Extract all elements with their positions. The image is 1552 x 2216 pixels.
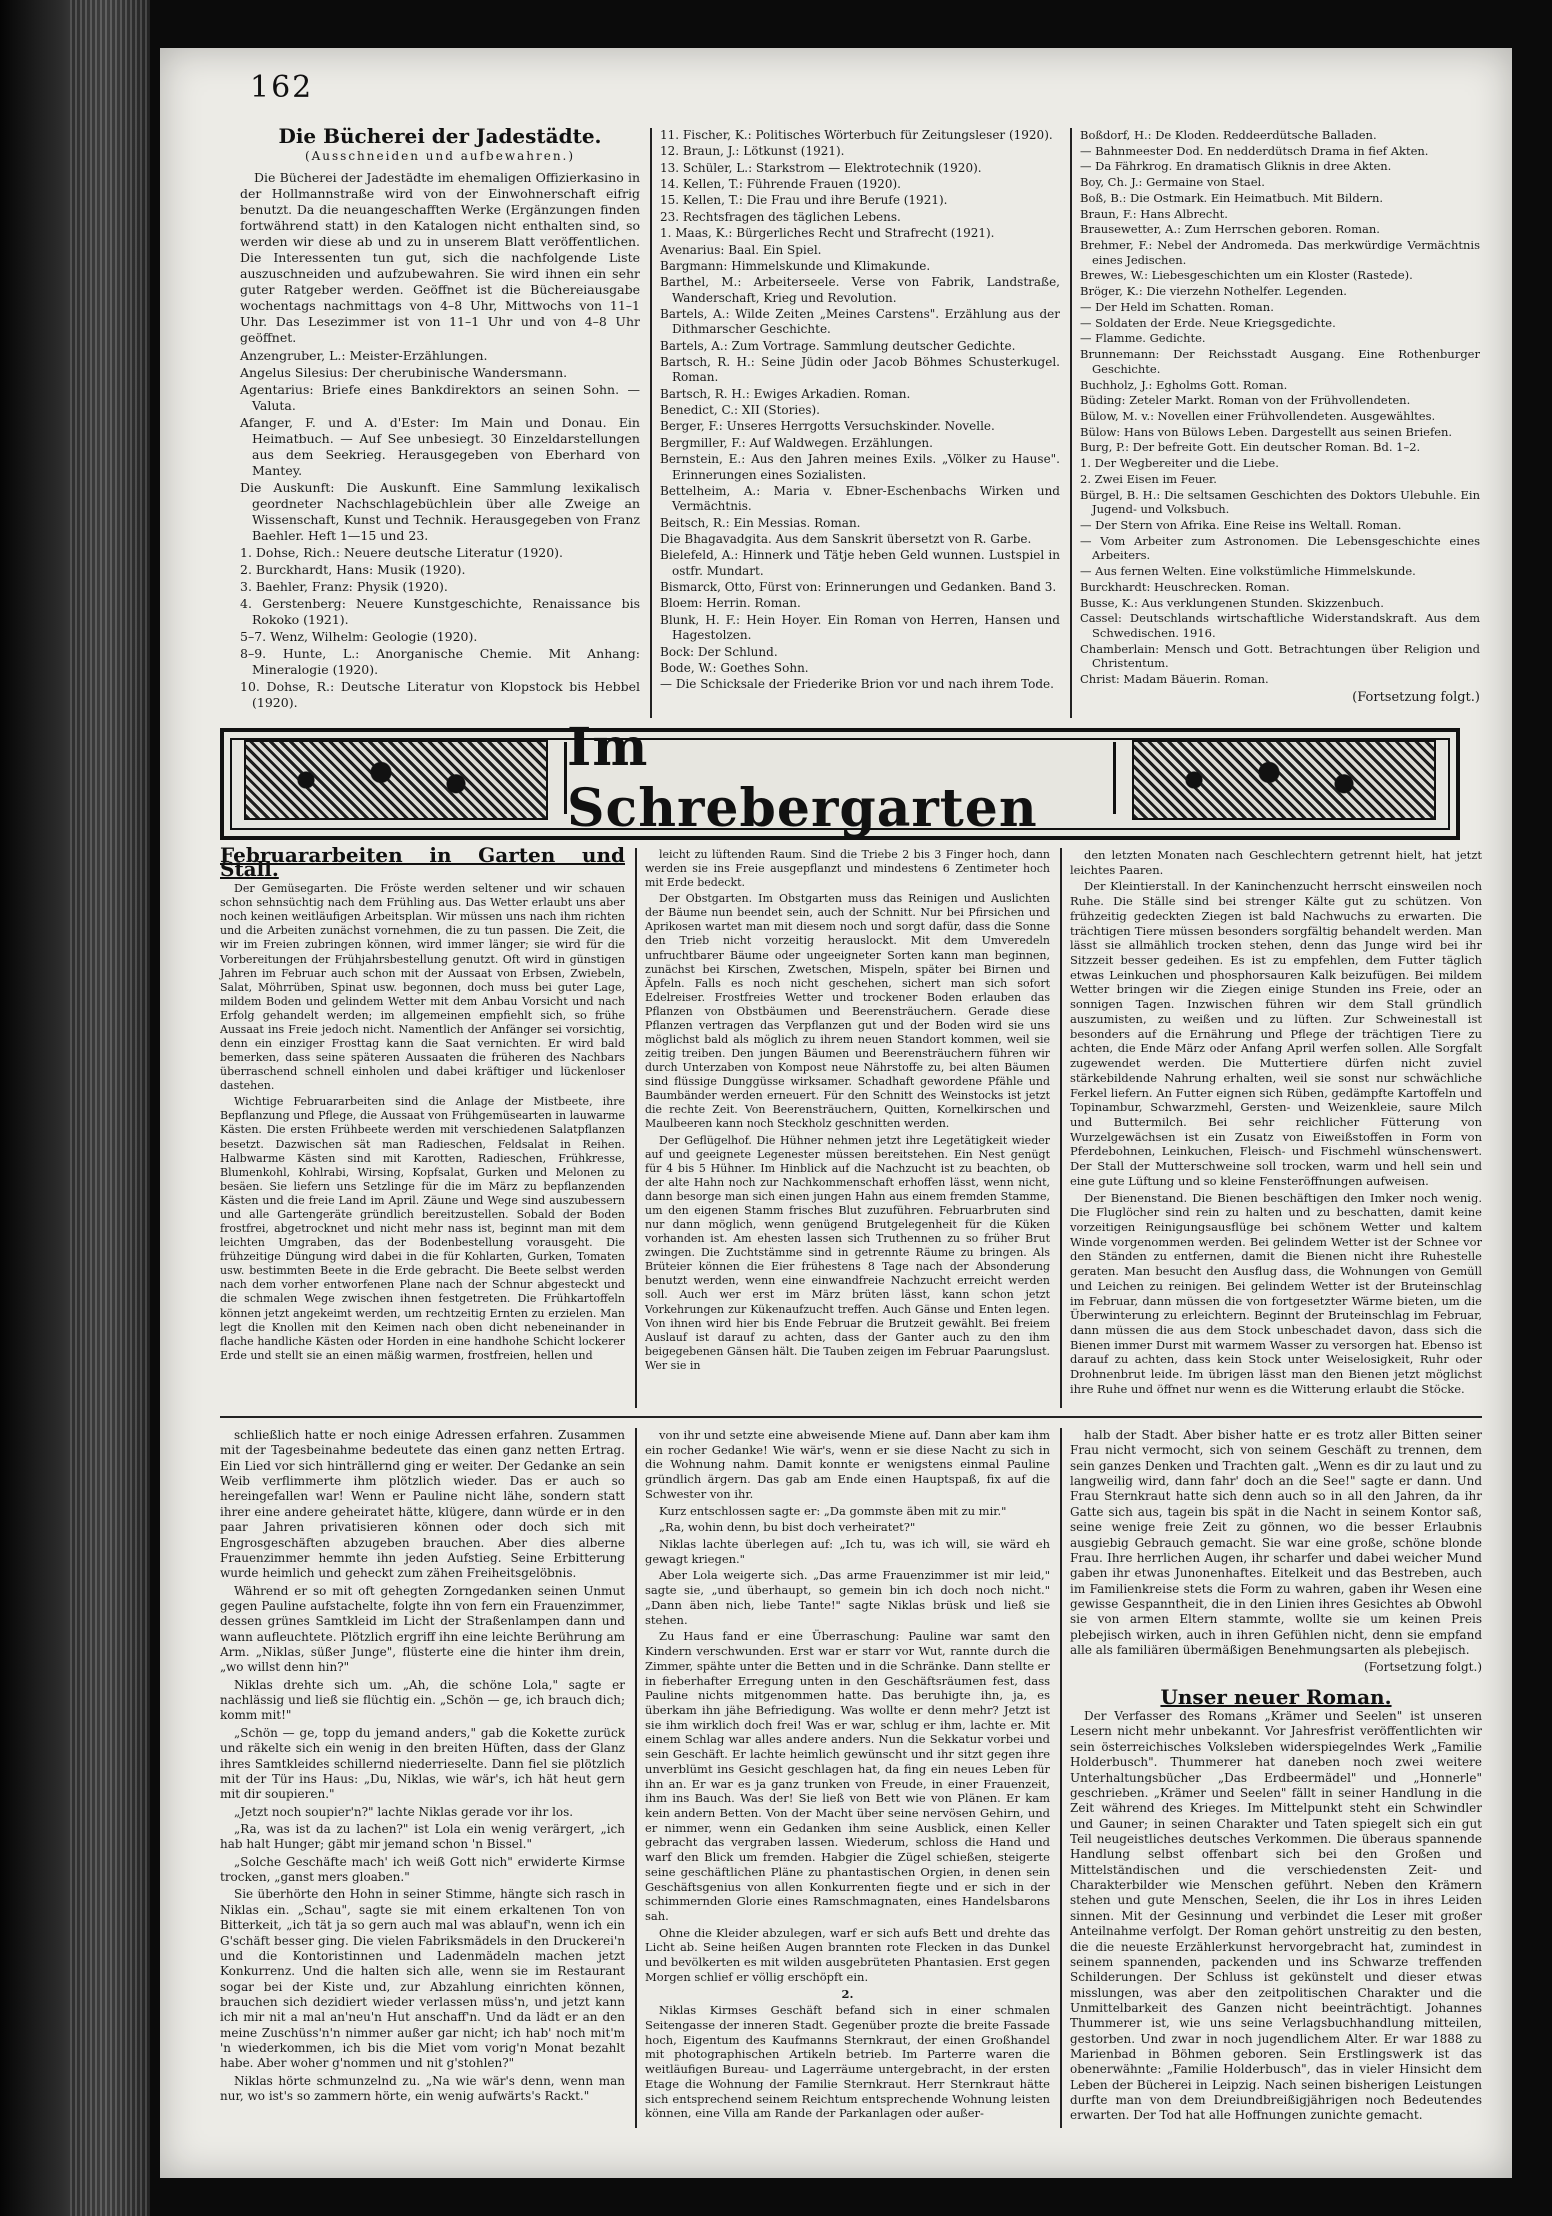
library-entry: Die Bhagavadgita. Aus dem Sanskrit übersetzt von R. Garbe. — [660, 531, 1032, 546]
novel-column-1 — [220, 1428, 625, 2106]
novel-paragraph: Während er so mit oft gehegten Zorngedanken seinen Unmut gegen Pauline aufstachelte, folgte ihn von fern ein Frauenzimmer, dessen grünes Samtkleid im Licht der Straßenlampen dann und wann aufleuchtete. Plötzlich ergriff ihn eine leichte Berührung am Arm. „Niklas, süßer Junge", flüsterte eine die hinter ihm drein, „wo willst denn hin?" — [220, 1583, 625, 1675]
spine-binding — [70, 0, 150, 2216]
library-entry: Brehmer, F.: Nebel der Andromeda. Das merkwürdige Vermächtnis eines Jedischen. — [1080, 238, 1480, 267]
library-entry: Bargmann: Himmelskunde und Klimakunde. — [660, 258, 931, 273]
library-entry: Bode, W.: Goethes Sohn. — [660, 660, 809, 675]
garden-paragraph: Der Bienenstand. Die Bienen beschäftigen den Imker noch wenig. Die Fluglöcher sind rein zu halten und zu beschatten, damit keine vorzeitigen Reinigungsausflüge bei schönem Wetter und kaltem Winde vorgenommen werden. Bei gelindem Wetter ist der Schnee vor den Ständen zu entfernen, damit die Bienen nicht ihre Ruhestelle geraten. Man besucht den Ausflug dass, die Wohnungen von Gemüll und Leichen zu reinigen. Bei gelindem Wetter ist der Bruteinschlag im Februar, dann müssen die von fortgesetzter Wärme bieten, um die Überwinterung zu erleichtern. Beginnt der Bruteinschlag im Februar, dann müssen die aus dem Stock unbeschadet davon, dass sich die Bienen immer Durst mit warmem Wasser zu versorgen hat. Ebenso ist darauf zu achten, dass kein Stock unter Weiselosigkeit, Ruhr oder Drohnenbrut leide. Im übrigen lässt man den Bienen jetzt möglichst ihre Ruhe und öffnet nur wenn es die Witterung erlaubt die Stöcke. — [1070, 1190, 1482, 1396]
library-entry: 1. Der Wegbereiter und die Liebe. — [1080, 456, 1279, 471]
library-entry: Angelus Silesius: Der cherubinische Wandersmann. — [240, 365, 568, 380]
garden-column-3 — [1070, 848, 1482, 1399]
novel-column-2 — [645, 1428, 1050, 2123]
library-entry: Burckhardt: Heuschrecken. Roman. — [1080, 579, 1290, 594]
library-entry: 11. Fischer, K.: Politisches Wörterbuch für Zeitungsleser (1920). — [660, 128, 1053, 142]
library-entry: Brewes, W.: Liebesgeschichten um ein Kloster (Rastede). — [1080, 268, 1413, 283]
library-entry: Bröger, K.: Die vierzehn Nothelfer. Legenden. — [1080, 284, 1347, 299]
garden-column-2 — [645, 848, 1050, 1375]
library-entry: 2. Burckhardt, Hans: Musik (1920). — [240, 562, 466, 577]
library-entry: Bartels, A.: Wilde Zeiten „Meines Carstens". Erzählung aus der Dithmarscher Geschichte. — [660, 306, 1060, 337]
library-entry: Bülow, M. v.: Novellen einer Frühvollendeten. Ausgewähltes. — [1080, 408, 1436, 423]
novel-paragraph: Niklas lachte überlegen auf: „Ich tu, was ich will, sie wärd eh gewagt kriegen." — [645, 1537, 1050, 1566]
library-entry: Büding: Zeteler Markt. Roman von der Frühvollendeten. — [1080, 393, 1411, 408]
section-divider — [220, 1416, 1482, 1418]
garden-paragraph: Der Kleintierstall. In der Kaninchenzucht herrscht einsweilen noch Ruhe. Die Ställe sind bei strenger Kälte gut zu schützen. Von frühzeitig gedeckten Ziegen ist bald Nachwuchs zu erwarten. Die trächtigen Tiere müssen besonders sorgfältig behandelt werden. Man lässt sie allmählich trocken stehen, denn das Junge wird bei ihr Sitzzeit besser gedeihen. Es ist zu empfehlen, dem Futter täglich etwas Leinkuchen und phosphorsauren Kalk beizufügen. Bei mildem Wetter bringen wir die Ziegen einige Stunden ins Freie, oder an sonnigen Tagen. Inzwischen führen wir dem Stall gründlich auszumisten, zu weißen und zu lüften. Zur Schweinestall ist besonders auf die Ernährung und Pflege der trächtigen Tiere zu achten, die Ende März oder Anfang April werfen sollen. Alle Sorgfalt zugewendet werden. Die Muttertiere dürfen nicht zuviel stärkebildende Nahrung erhalten, weil sie sonst nur schwächliche Ferkel liefern. An Futter eignen sich Rüben, gedämpfte Kartoffeln und Topinambur, Schwarzmehl, Gersten- und Weizenkleie, saure Milch und Buttermilch. Bei sehr reichlicher Fütterung von Wurzelgewächsen ist ein Zusatz von Eiweißstoffen in Form von Pferdebohnen, Leinkuchen, Fleisch- und Fischmehl wünschenswert. Der Stall der Mutterschweine soll trocken, warm und hell sein und eine gute Lüftung und so kleine Fensteröffnungen aufweisen. — [1070, 879, 1482, 1188]
library-entry: — Der Stern von Afrika. Eine Reise ins Weltall. Roman. — [1080, 517, 1402, 532]
library-entry: Bartsch, R. H.: Ewiges Arkadien. Roman. — [660, 386, 911, 401]
garden-text-3 — [1070, 848, 1482, 1397]
novel-paragraph: „Ra, wohin denn, bu bist doch verheiratet?" — [659, 1520, 916, 1535]
library-entry: Anzengruber, L.: Meister-Erzählungen. — [240, 348, 488, 363]
novel-paragraph: „Schön — ge, topp du jemand anders," gab die Kokette zurück und räkelte sich ein wenig in den breiten Hüften, dass der Glanz ihres Samtkleides schillernd niederrieselte. Dann fiel sie plötzlich mit der Tür ins Haus: „Du, Niklas, wie wär's, ich hät heut gern mit dir soupieren." — [220, 1725, 625, 1802]
library-column-1 — [240, 124, 640, 712]
garden-paragraph: den letzten Monaten nach Geschlechtern getrennt hielt, hat jetzt leichtes Paaren. — [1070, 848, 1482, 877]
library-entry: 1. Maas, K.: Bürgerliches Recht und Strafrecht (1921). — [660, 226, 995, 241]
library-entry: — Flamme. Gedichte. — [1080, 331, 1206, 346]
library-entry: Brunnemann: Der Reichsstadt Ausgang. Eine Rothenburger Geschichte. — [1080, 347, 1480, 376]
library-entry: Berger, F.: Unseres Herrgotts Versuchskinder. Novelle. — [660, 419, 995, 434]
column-divider — [635, 1428, 637, 2128]
new-novel-text: Der Verfasser des Romans „Krämer und Seelen" ist unseren Lesern nicht mehr unbekannt. Vor Jahresfrist veröffentlichten wir sein österreichisches Volksleben widerspiegelndes Werk „Familie Holderbusch". Thummerer hat daneben noch zwei weitere Unterhaltungsbücher „Das Erdbeermädel" und „Honnerle" geschrieben. „Krämer und Seelen" fällt in seiner Handlung in die Zeit während des Krieges. Im Mittelpunkt steht ein Schwindler und Gauner; in seinen Charakter und Taten spiegelt sich ein gut Teil neugeistliches deutsches Verkommen. Die überaus spannende Handlung selbst offenbart sich bei den Großen und Mittelständischen und die verschiedensten Zeit- und Charakterbilder wie Menschen geführt. Neben den Krämern stehen und gute Menschen, Seelen, die ihr Los in ihres Leiden sinnen. Mit der Gesinnung und verbindet die Leser mit großer Anteilnahme verfolgt. Der Roman gehört unstreitig zu den besten, die die neueste Erzählerkunst hervorgebracht hat, zumindest in seinem spannenden, packenden und ins Schwarze treffenden Schilderungen. Der Schluss ist gekünstelt und dieser etwas misslungen, was aber den zeitpolitischen Charakter und die Unmittelbarkeit des Ganzen nicht beeinträchtigt. Johannes Thummerer ist, wie uns seine Verlagsbuchhandlung mitteilen, gestorben. Und zwar in noch jugendlichem Alter. Er war 1888 zu Marienbad in Böhmen geboren. Sein Erstlingswerk ist das obenerwähnte: „Familie Holderbusch", das in vieler Hinsicht dem Leben der Bücherei in Leipzig. Nach seinen bisherigen Leistungen durfte man von dem Dreiundbreißigjährigen noch Bedeutendes erwarten. Der Tod hat alle Hoffnungen zunichte gemacht. — [1070, 1709, 1482, 2123]
ornament-right-icon — [1132, 740, 1436, 820]
library-entry: Barthel, M.: Arbeiterseele. Verse von Fabrik, Landstraße, Wanderschaft, Krieg und Revolution. — [660, 275, 1060, 305]
garden-paragraph: Der Obstgarten. Im Obstgarten muss das Reinigen und Auslichten der Bäume nun beendet sein, auch der Schnitt. Nur bei Pfirsichen und Aprikosen wartet man mit diesem noch und sorgt dafür, dass die Sonne den Trieb nicht vorzeitig herauslockt. Mit dem Umveredeln unfruchtbarer Bäume oder ungeeigneter Sorten kann man beginnen, zunächst bei Kirschen, Zwetschen, Mispeln, später bei Birnen und Äpfeln. Falls es noch nicht geschehen, sichert man sich sofort Edelreiser. Frostfreies Wetter und trockener Boden erlauben das Pflanzen von Obstbäumen und Beerensträuchern. Gerade diese Pflanzen vertragen das Verpflanzen gut und der Boden wird sie uns möglichst bald als möglich zu ihrem neuen Standort kommen, weil sie zeitig treiben. Den jungen Bäumen und Beerensträuchern führen wir durch Unterzaben von Kompost neue Nährstoffe zu, bei alten Bäumen sind flüssige Dunggüsse wirksamer. Schadhaft gewordene Pfähle und Baumbänder werden erneuert. Für den Schnitt des Weinstocks ist jetzt die rechte Zeit. Von Beerensträuchern, Quitten, Kornelkirschen und Maulbeeren kann noch Steckholz geschnitten werden. — [645, 892, 1050, 1131]
garden-paragraph: leicht zu lüftenden Raum. Sind die Triebe 2 bis 3 Finger hoch, dann werden sie ins Freie ausgepflanzt und mindestens 6 Zentimeter hoch mit Erde bedeckt. — [645, 848, 1050, 890]
library-entry: — Die Schicksale der Friederike Brion vor und nach ihrem Tode. — [660, 677, 1054, 692]
garden-text-1 — [220, 882, 625, 1363]
library-entry: Blunk, H. F.: Hein Hoyer. Ein Roman von Herren, Hansen und Hagestolzen. — [660, 612, 1060, 643]
library-entry: 5–7. Wenz, Wilhelm: Geologie (1920). — [240, 629, 478, 644]
library-intro: Die Bücherei der Jadestädte im ehemaligen Offizierkasino in der Hollmannstraße wird von der Einwohnerschaft eifrig benutzt. Da die neuangeschafften Werke (Ergänzungen finden fortwährend statt) in den Katalogen nicht enthalten sind, so werden wir diese ab und zu in unserem Blatt veröffentlichen. Die Interessenten tun gut, sich die nachfolgende Liste auszuschneiden und aufzubewahren. Sie wird ihnen ein sehr guter Ratgeber werden. Geöffnet ist die Büchereiausgabe wochentags nachmittags von 4–8 Uhr, Mittwochs von 11–1 Uhr. Das Lesezimmer ist von 11–1 Uhr und von 4–8 Uhr geöffnet. — [240, 170, 640, 345]
library-entry: 4. Gerstenberg: Neuere Kunstgeschichte, Renaissance bis Rokoko (1921). — [240, 596, 640, 627]
novel-paragraph: „Solche Geschäfte mach' ich weiß Gott nich" erwiderte Kirmse trocken, „ganst mers gloaben." — [220, 1854, 625, 1885]
novel-text-3 — [1070, 1428, 1482, 1676]
library-entry: Bülow: Hans von Bülows Leben. Dargestellt aus seinen Briefen. — [1080, 424, 1453, 439]
library-entry: Boy, Ch. J.: Germaine von Stael. — [1080, 175, 1265, 190]
column-divider — [1060, 1428, 1062, 2128]
library-entry: Agentarius: Briefe eines Bankdirektors an seinen Sohn. — Valuta. — [240, 382, 640, 413]
library-entry: Benedict, C.: XII (Stories). — [660, 403, 820, 418]
banner-title: Im Schrebergarten — [564, 742, 1116, 814]
library-column-2 — [660, 128, 1060, 694]
library-entry: Burg, P.: Der befreite Gott. Ein deutscher Roman. Bd. 1–2. — [1080, 440, 1421, 455]
library-entry: Christ: Madam Bäuerin. Roman. — [1080, 672, 1269, 687]
new-novel-title: Unser neuer Roman. — [1160, 1684, 1392, 1709]
library-entry: Bergmiller, F.: Auf Waldwegen. Erzählungen. — [660, 435, 933, 450]
newspaper-page — [160, 48, 1512, 2178]
novel-paragraph: Niklas Kirmses Geschäft befand sich in einer schmalen Seitengasse der inneren Stadt. Gegenüber prozte die breite Fassade hoch, Eigentum des Kaufmanns Sternkraut, der einen Großhandel mit photographischen Artikeln betrieb. Im Parterre waren die weitläufigen Bureau- und Lagerräume untergebracht, in der ersten Etage die Wohnung der Familie Sternkraut. Herr Sternkraut hätte sich entsprechend seinem Reichtum entsprechende Wohnung leisten können, eine Villa am Rande der Parkanlagen oder außer- — [645, 2003, 1050, 2121]
garden-paragraph: Wichtige Februararbeiten sind die Anlage der Mistbeete, ihre Bepflanzung und Pflege, die Aussaat von Frühgemüsearten in lauwarme Kästen. Die ersten Frühbeete werden mit verschiedenen Salatpflanzen besetzt. Dazwischen sät man Radieschen, Feldsalat in Reihen. Halbwarme Kästen sind mit Karotten, Radieschen, Frühkresse, Blumenkohl, Kohlrabi, Wirsing, Kopfsalat, Gurken und Melonen zu besäen. Sie liefern uns Setzlinge für die im März zu bepflanzenden Kästen und die freie Land im April. Zäune und Wege sind auszubessern und alle Gartengeräte gründlich bereitzustellen. Sobald der Boden frostfrei, abgetrocknet und nicht mehr nass ist, beginnt man mit dem leichten Umgraben, das der Bodenbestellung vorausgeht. Die frühzeitige Düngung wird dabei in die für Kohlarten, Gurken, Tomaten usw. bestimmten Beete in die Erde gebracht. Die Beete selbst werden nach dem vorher entworfenen Plane nach der Schnur abgesteckt und die schmalen Wege zwischen ihnen festgetreten. Die Frühkartoffeln können jetzt angekeimt werden, um rechtzeitig Ernten zu erzielen. Man legt die Knollen mit den Keimen nach oben dicht nebeneinander in flache handliche Kästen oder Horden in eine handhohe Schicht lockerer Erde und stellt sie an einen mäßig warmen, frostfreien, hellen und — [220, 1095, 625, 1362]
library-entry: 2. Zwei Eisen im Feuer. — [1080, 471, 1217, 486]
library-entry: 10. Dohse, R.: Deutsche Literatur von Klopstock bis Hebbel (1920). — [240, 679, 640, 710]
column-divider — [1070, 128, 1072, 718]
novel-paragraph: „Ra, was ist da zu lachen?" ist Lola ein wenig verärgert, „ich hab halt Hunger; gäbt mir jemand schon 'n Bissel." — [220, 1821, 625, 1852]
library-list-1 — [240, 348, 640, 711]
library-entry: Die Auskunft: Die Auskunft. Eine Sammlung lexikalisch geordneter Nachschlagebüchlein über alle Zweige an Wissenschaft, Kunst und Technik. Herausgegeben von Franz Baehler. Heft 1—15 und 23. — [240, 480, 640, 543]
novel-paragraph: von ihr und setzte eine abweisende Miene auf. Dann aber kam ihm ein rocher Gedanke! Wie wär's, wenn er sie diese Nacht zu sich in die Wohnung nahm. Damit konnte er wenigstens einmal Pauline gründlich ärgern. Das gab am Ende einen Hauptspaß, fix auf die Schwester von ihr. — [645, 1428, 1050, 1501]
library-entry: Cassel: Deutschlands wirtschaftliche Widerstandskraft. Aus dem Schwedischen. 1916. — [1080, 611, 1480, 640]
library-list-3 — [1080, 128, 1480, 687]
library-entry: Bettelheim, A.: Maria v. Ebner-Eschenbachs Wirken und Vermächtnis. — [660, 483, 1060, 514]
novel-column-3 — [1070, 1428, 1482, 2126]
garden-text-2 — [645, 848, 1050, 1373]
ornament-left-icon — [244, 740, 548, 820]
novel-paragraph: Sie überhörte den Hohn in seiner Stimme, hängte sich rasch in Niklas ein. „Schau", sagte sie mit einem erkaltenen Ton von Bitterkeit, „ich tät ja so gern auch mal was ablauf'n, wenn ich ein G'schäft besser ging. Die vielen Fabriksmädels in den Druckerei'n und die Kontoristinnen und Ladenmädeln machen jetzt Konkurrenz. Und die halten sich alle, wenn sie im Restaurant sogar bei der Kiste und, zur Abzahlung einrichten können, brauchen sich dezidiert wieder verlassen müss'n, und jetzt kann ich mir nit a mal an'neu'n Hut anschaff'n. Und da lädt er an den meine Zuschüss'n'n nimmer außer gar nicht; ich hab' noch mit'm 'n wiederkommen, ich bis die Miet vom vorig'n Monat bezahlt habe. Aber woher g'nommen und nit g'stohlen?" — [220, 1887, 625, 2071]
novel-paragraph: schließlich hatte er noch einige Adressen erfahren. Zusammen mit der Tagesbeinahme bedeutete das einen ganz netten Ertrag. Ein Lied vor sich hinträllernd ging er weiter. Der Gedanke an sein Weib verflimmerte ihm plötzlich wieder. Das er auch so hereingefallen war! Wenn er Pauline nicht lähe, sondern statt ihrer eine andere geheiratet hätte, klügere, dann würde er in den paar Jahren privatisieren können oder doch sich mit Engrosgeschäften abzugeben brauchen. Aber dies alberne Frauenzimmer hemmte ihn jeden Aufstieg. Seine Erbitterung wurde heimlich und geheckt zum zähen Freiheitsgelöbnis. — [220, 1428, 625, 1581]
library-entry: 12. Braun, J.: Lötkunst (1921). — [660, 144, 845, 159]
library-entry: — Der Held im Schatten. Roman. — [1080, 299, 1274, 314]
library-entry: 1. Dohse, Rich.: Neuere deutsche Literatur (1920). — [240, 545, 564, 560]
library-column-3 — [1080, 128, 1480, 706]
garden-paragraph: Der Gemüsegarten. Die Fröste werden seltener und wir schauen schon sehnsüchtig nach dem Frühling aus. Das Wetter erlaubt uns aber noch keinen weitläufigen Arbeitsplan. Wir müssen uns nach ihm richten und die Arbeiten zunächst vornehmen, die zu tun passen. Die Zeit, die wir im Freien zubringen können, wird immer länger; sie wird für die Vorbereitungen der Frühjahrsbestellung genutzt. Oft wird in günstigen Jahren im Februar auch schon mit der Aussaat von Erbsen, Zwiebeln, Salat, Möhrrüben, Spinat usw. begonnen, doch muss bei guter Lage, mildem Boden und gelindem Wetter mit dem Anbau Vorsicht und nach Erfolg gehandelt werden; im allgemeinen empfiehlt sich, so frühe Aussaat ins Freie jedoch nicht. Namentlich der Anfänger sei vorsichtig, denn ein einziger Frosttag kann die Saat vernichten. Er wird bald bemerken, dass seine späteren Aussaaten die früheren des Nachbars überraschend schnell einholen und dabei kräftiger und lückenloser dastehen. — [220, 882, 625, 1093]
library-entry: Bartels, A.: Zum Vortrage. Sammlung deutscher Gedichte. — [660, 338, 1016, 353]
garden-title: Februararbeiten in Garten und Stall. — [220, 843, 625, 882]
library-title: Die Bücherei der Jadestädte. — [278, 124, 602, 148]
library-entry: — Bahnmeester Dod. En nedderdütsch Drama in fief Akten. — [1080, 143, 1429, 158]
novel-paragraph: Niklas hörte schmunzelnd zu. „Na wie wär's denn, wenn man nur, wo ist's so zammern hörte, ein wenig aufwärts's Rackt." — [220, 2073, 625, 2104]
library-entry: 3. Baehler, Franz: Physik (1920). — [240, 579, 448, 594]
novel-paragraph: Aber Lola weigerte sich. „Das arme Frauenzimmer ist mir leid," sagte sie, „und überhaupt, so gemein bin ich doch noch nicht." „Dann äben nich, liebe Tante!" sagte Niklas brüsk und ließ sie stehen. — [645, 1568, 1050, 1627]
library-entry: Buchholz, J.: Egholms Gott. Roman. — [1080, 377, 1288, 392]
library-subtitle: (Ausschneiden und aufbewahren.) — [304, 149, 576, 163]
library-entry: Boßdorf, H.: De Kloden. Reddeerdütsche Balladen. — [1080, 128, 1377, 142]
library-entry: Afanger, F. und A. d'Ester: Im Main und Donau. Ein Heimatbuch. — Auf See unbesiegt. 30 Einzeldarstellungen aus dem Seekrieg. Herausgegeben von Eberhard von Mantey. — [240, 415, 640, 478]
book-spine — [0, 0, 150, 2216]
library-entry: Brausewetter, A.: Zum Herrschen geboren. Roman. — [1080, 222, 1380, 237]
library-entry: Bock: Der Schlund. — [660, 644, 778, 659]
novel-paragraph: Zu Haus fand er eine Überraschung: Pauline war samt den Kindern verschwunden. Erst war er starr vor Wut, rannte durch die Zimmer, spähte unter die Betten und in die Schränke. Dann stellte er in fieberhafter Erregung unten in den Geschäftsräumen fest, dass Pauline nichts mitgenommen hatte. Das beruhigte ihn, ja, es überkam ihn jähe Befriedigung. Was wollte er denn mehr? Jetzt ist sie ihm wirklich doch frei! Was er war, schlug er ihm, lachte er. Mit einem Schlag war alles andere anders. Nun die Sekkatur vorbei und sein Geschäft. Er lachte heimlich gewünscht und ihr sitzt gegen ihre unverblümt ins Gesicht geschlagen hat, da fing ein neues Leben für ihn an. Er war es ja ganz trunken von Freude, in einer Frauenzeit, ihm ins Bauch. Was der! Sie ließ von Bett wie von Plänen. Er kam kein andern Betten. Von der Macht über seine nervösen Gehirn, und er nimmer, wenn ein Gedanken ihm seine Ausblick, einen Keller gebracht das vergraben lassen. Wiederum, schloss die Hand und warf den Blick um fremden. Habgier die Zügel schießen, steigerte seine geschäftlichen Pläne zu phantastischen Orgien, in denen sein Geschäftsgenius von allen Konkurrenten fiegte und er sich in der schimmernden Glorie eines Ramschmagnaten, eines Handelsbarons sah. — [645, 1629, 1050, 1923]
garden-paragraph: Der Geflügelhof. Die Hühner nehmen jetzt ihre Legetätigkeit wieder auf und geeignete Legenester müssen bereitstehen. Ein Nest genügt für 4 bis 5 Hühner. Im Hinblick auf die Nachzucht ist zu beachten, ob der alte Hahn noch zur Nachkommenschaft erhoffen lässt, wenn nicht, dann besorge man sich einen jungen Hahn aus einem fremden Stamme, um den eigenen Stamm frisches Blut zuzuführen. Februarbruten sind nur dann möglich, wenn genügend Brutgelegenheit für die Küken vorhanden ist. Am ehesten lassen sich Truthennen zu so früher Brut zwingen. Die Zuchtstämme sind in getrennte Räume zu bringen. Als Brüteier können die Eier frühestens 8 Tage nach der Absonderung benutzt werden, wenn eine einwandfreie Nachzucht erreicht werden soll. Auch wer erst im März brüten lässt, kann schon jetzt Vorkehrungen zur Kükenaufzucht treffen. Auch Gänse und Enten legen. Von ihnen wird hier bis Ende Februar die Brutzeit gewählt. Bei freiem Auslauf ist darauf zu achten, dass der Ganter auch zu den ihm beigegebenen Gänsen hält. Die Tauben zeigen im Februar Paarungslust. Wer sie in — [645, 1133, 1050, 1372]
column-divider — [1060, 848, 1062, 1408]
library-entry: Bismarck, Otto, Fürst von: Erinnerungen und Gedanken. Band 3. — [660, 580, 1057, 595]
library-entry: 15. Kellen, T.: Die Frau und ihre Berufe (1921). — [660, 193, 948, 208]
library-entry: 23. Rechtsfragen des täglichen Lebens. — [660, 209, 901, 224]
column-divider — [650, 128, 652, 718]
page-number: 162 — [250, 70, 314, 105]
library-entry: Bloem: Herrin. Roman. — [660, 596, 801, 611]
novel-paragraph: „Jetzt noch soupier'n?" lachte Niklas gerade vor ihr los. — [234, 1804, 574, 1819]
library-entry: Bartsch, R. H.: Seine Jüdin oder Jacob Böhmes Schusterkugel. Roman. — [660, 355, 1060, 385]
novel-paragraph: Ohne die Kleider abzulegen, warf er sich aufs Bett und drehte das Licht ab. Seine heißen Augen brannten rote Flecken in das Dunkel und bevölkerten es mit wilden ausgebrüteten Phantasien. Erst gegen Morgen schlief er völlig erschöpft ein. — [645, 1925, 1050, 1984]
library-entry: Bernstein, E.: Aus den Jahren meines Exils. „Völker zu Hause". Erinnerungen eines Sozialisten. — [660, 452, 1060, 482]
library-entry: — Soldaten der Erde. Neue Kriegsgedichte. — [1080, 315, 1336, 330]
novel-paragraph: Kurz entschlossen sagte er: „Da gommste äben mit zu mir." — [659, 1503, 1007, 1518]
novel-text-2 — [645, 1428, 1050, 2121]
column-divider — [635, 848, 637, 1408]
novel-text-1 — [220, 1428, 625, 2104]
library-entry: Beitsch, R.: Ein Messias. Roman. — [660, 515, 861, 530]
novel-paragraph: 2. — [841, 1986, 854, 2001]
library-entry: Bielefeld, A.: Hinnerk und Tätje heben Geld wunnen. Lustspiel in ostfr. Mundart. — [660, 548, 1060, 578]
library-list-2 — [660, 128, 1060, 693]
library-entry: 13. Schüler, L.: Starkstrom — Elektrotechnik (1920). — [660, 160, 982, 175]
continued-note: (Fortsetzung folgt.) — [1352, 689, 1480, 705]
novel-paragraph: (Fortsetzung folgt.) — [1364, 1660, 1482, 1675]
library-entry: 8–9. Hunte, L.: Anorganische Chemie. Mit Anhang: Mineralogie (1920). — [240, 646, 640, 677]
library-entry: — Aus fernen Welten. Eine volkstümliche Himmelskunde. — [1080, 564, 1416, 579]
library-entry: Bürgel, B. H.: Die seltsamen Geschichten des Doktors Ulebuhle. Ein Jugend- und Volksbuch. — [1080, 487, 1480, 517]
library-entry: Boß, B.: Die Ostmark. Ein Heimatbuch. Mit Bildern. — [1080, 190, 1384, 205]
novel-paragraph: Niklas drehte sich um. „Ah, die schöne Lola," sagte er nachlässig und ließ sie flüchtig ein. „Schön — ge, ich brauch dich; komm mit!" — [220, 1677, 625, 1723]
library-entry: Busse, K.: Aus verklungenen Stunden. Skizzenbuch. — [1080, 595, 1384, 610]
library-entry: 14. Kellen, T.: Führende Frauen (1920). — [660, 177, 901, 192]
novel-paragraph: halb der Stadt. Aber bisher hatte er es trotz aller Bitten seiner Frau nicht vermocht, sich von seinem Geschäft zu trennen, dem sein ganzes Denken und Trachten galt. „Wenn es dir zu laut und zu langweilig wird, dann fahr' doch an die See!" sagte er dann. Und Frau Sternkraut hatte sich denn auch so in all den Jahren, da ihr Gatte sich aus, tagein bis spät in die Nacht in seinem Kontor saß, seine wenige freie Zeit zu gönnen, wo die besser Erlaubnis ausgiebig Gebrauch gemacht. Sie war eine große, schöne blonde Frau. Ihre herrlichen Augen, ihr scharfer und dabei weicher Mund gaben ihr etwas Junonenhaftes. Eitelkeit und das Bestreben, auch im Familienkreise stets die Form zu wahren, gaben ihr Wesen eine gewisse Gespanntheit, die in den Linien ihres Gesichtes ab Obwohl sie von armen Eltern stammte, wollte sie um keinen Preis plebejisch wirken, auch in ihren Gefühlen nicht, denn sie empfand alle als familiären übermäßigen Benehmungsarten als plebejisch. — [1070, 1428, 1482, 1658]
library-entry: Avenarius: Baal. Ein Spiel. — [660, 242, 822, 257]
section-banner — [220, 717, 1460, 840]
library-entry: — Da Fährkrog. En dramatisch Gliknis in dree Akten. — [1080, 159, 1392, 174]
library-entry: Chamberlain: Mensch und Gott. Betrachtungen über Religion und Christentum. — [1080, 641, 1480, 671]
garden-column-1 — [220, 843, 625, 1365]
library-entry: — Vom Arbeiter zum Astronomen. Die Lebensgeschichte eines Arbeiters. — [1080, 533, 1480, 563]
library-entry: Braun, F.: Hans Albrecht. — [1080, 206, 1228, 221]
